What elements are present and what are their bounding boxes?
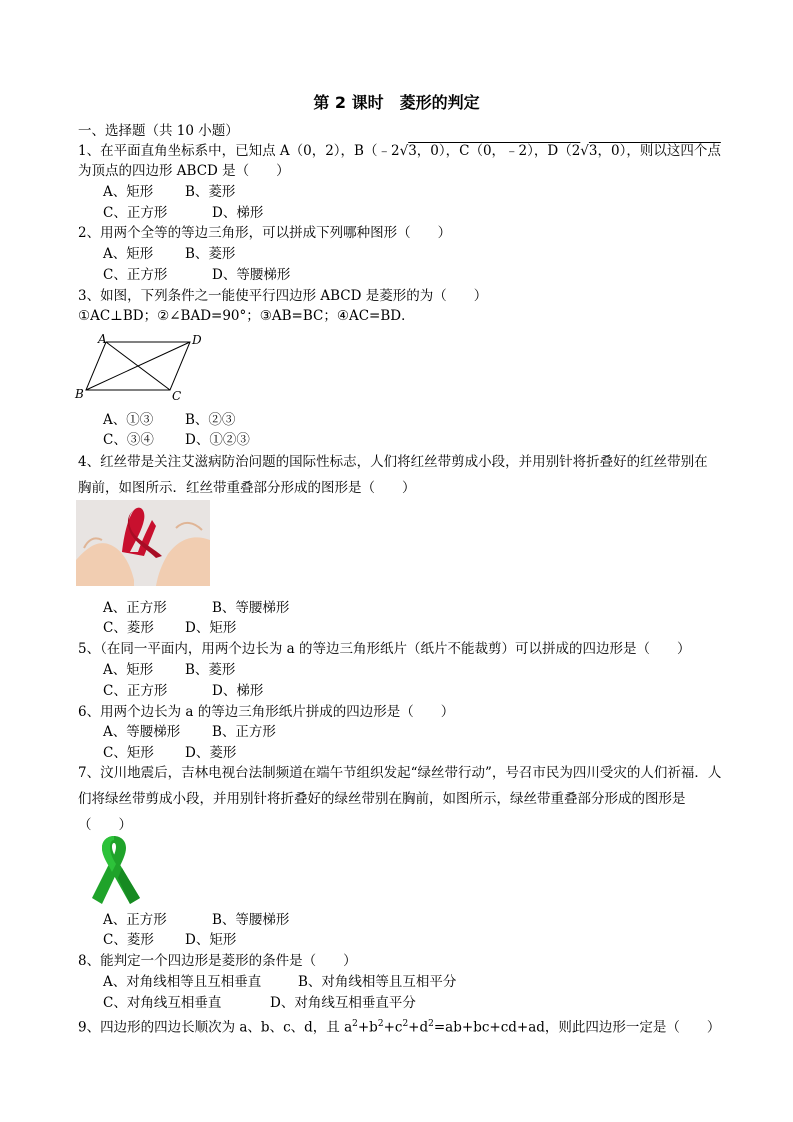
q4-option-d[interactable]: D、矩形 — [185, 620, 237, 636]
q6-option-a[interactable]: A、等腰梯形 — [103, 724, 181, 740]
question-5-stem: 5、（在同一平面内，用两个边长为 a 的等边三角形纸片（纸片不能裁剪）可以拼成的四边形是（ ） — [78, 641, 691, 657]
question-7-stem: 7、汶川地震后，吉林电视台法制频道在端午节组织发起“绿丝带行动”，号召市民为四川受灾的人们祈福．人们将绿丝带剪成小段，并用别针将折叠好的绿丝带别在胸前，如图所示，绿丝带重叠部分形成的图形是（ ） — [78, 765, 722, 833]
question-4-stem: 4、红丝带是关注艾滋病防治问题的国际性标志，人们将红丝带剪成小段，并用别针将折叠好的红丝带别在胸前，如图所示．红丝带重叠部分形成的图形是（ ） — [78, 454, 708, 496]
q8-option-b[interactable]: B、对角线相等且互相平分 — [298, 974, 457, 990]
label-d: D — [192, 333, 202, 347]
q7-option-a[interactable]: A、正方形 — [103, 912, 167, 928]
q7-option-d[interactable]: D、矩形 — [185, 932, 237, 948]
q3-option-a[interactable]: A、①③ — [103, 412, 154, 428]
question-8-stem: 8、能判定一个四边形是菱形的条件是（ ） — [78, 953, 357, 969]
green-ribbon-image — [78, 832, 154, 908]
q5-option-b[interactable]: B、菱形 — [185, 662, 236, 678]
parallelogram-figure — [74, 330, 214, 402]
q8-option-c[interactable]: C、对角线互相垂直 — [103, 995, 222, 1011]
q8-option-a[interactable]: A、对角线相等且互相垂直 — [103, 974, 262, 990]
sqrt-symbol: √ — [399, 143, 409, 159]
q3-option-b[interactable]: B、②③ — [185, 412, 236, 428]
q3-option-c[interactable]: C、③④ — [103, 432, 154, 448]
q6-option-c[interactable]: C、矩形 — [103, 745, 154, 761]
q2-option-d[interactable]: D、等腰梯形 — [212, 267, 291, 283]
question-2-stem: 2、用两个全等的等边三角形，可以拼成下列哪种图形（ ） — [78, 225, 452, 241]
lesson-number: 第 2 课时 — [313, 93, 384, 112]
q5-option-c[interactable]: C、正方形 — [103, 683, 168, 699]
q2-option-b[interactable]: B、菱形 — [185, 246, 236, 262]
section-heading: 一、选择题（共 10 小题） — [78, 123, 239, 139]
q3-option-d[interactable]: D、①②③ — [185, 432, 250, 448]
q4-option-c[interactable]: C、菱形 — [103, 620, 154, 636]
red-ribbon-photo — [76, 500, 210, 586]
q4-option-a[interactable]: A、正方形 — [103, 600, 167, 616]
label-b: B — [75, 387, 84, 401]
label-a: A — [98, 332, 107, 346]
q5-option-a[interactable]: A、矩形 — [103, 662, 154, 678]
q1-option-c[interactable]: C、正方形 — [103, 205, 168, 221]
label-c: C — [172, 389, 182, 402]
question-1-stem-cont: 为顶点的四边形 ABCD 是（ ） — [78, 163, 290, 179]
q2-option-c[interactable]: C、正方形 — [103, 267, 168, 283]
question-1-stem: 1、在平面直角坐标系中，已知点 A（0，2），B（﹣2√3，0），C（0，﹣2），D（2√3，0），则以这四个点 — [78, 143, 721, 159]
q7-option-c[interactable]: C、菱形 — [103, 932, 154, 948]
lesson-topic: 菱形的判定 — [399, 93, 480, 112]
q2-option-a[interactable]: A、矩形 — [103, 246, 154, 262]
page-title — [0, 90, 793, 113]
q8-option-d[interactable]: D、对角线互相垂直平分 — [270, 995, 416, 1011]
q1-option-d[interactable]: D、梯形 — [212, 205, 264, 221]
q5-option-d[interactable]: D、梯形 — [212, 683, 264, 699]
sqrt-symbol: √ — [580, 143, 589, 159]
q7-option-b[interactable]: B、等腰梯形 — [212, 912, 290, 928]
q6-option-d[interactable]: D、菱形 — [185, 745, 237, 761]
question-3-stem: 3、如图，下列条件之一能使平行四边形 ABCD 是菱形的为（ ） — [78, 288, 488, 304]
question-3-conditions: ①AC⊥BD；②∠BAD=90°；③AB=BC；④AC=BD． — [78, 308, 415, 324]
q6-option-b[interactable]: B、正方形 — [212, 724, 276, 740]
question-9-stem: 9、四边形的四边长顺次为 a、b、c、d，且 $a^2+b^2+c^2+d^2=ab+bc+cd+ad$，则此四边形一定是（ ） — [78, 1019, 721, 1036]
question-6-stem: 6、用两个边长为 a 的等边三角形纸片拼成的四边形是（ ） — [78, 704, 455, 720]
q1-option-a[interactable]: A、矩形 — [103, 184, 154, 200]
q4-option-b[interactable]: B、等腰梯形 — [212, 600, 290, 616]
q1-option-b[interactable]: B、菱形 — [185, 184, 236, 200]
